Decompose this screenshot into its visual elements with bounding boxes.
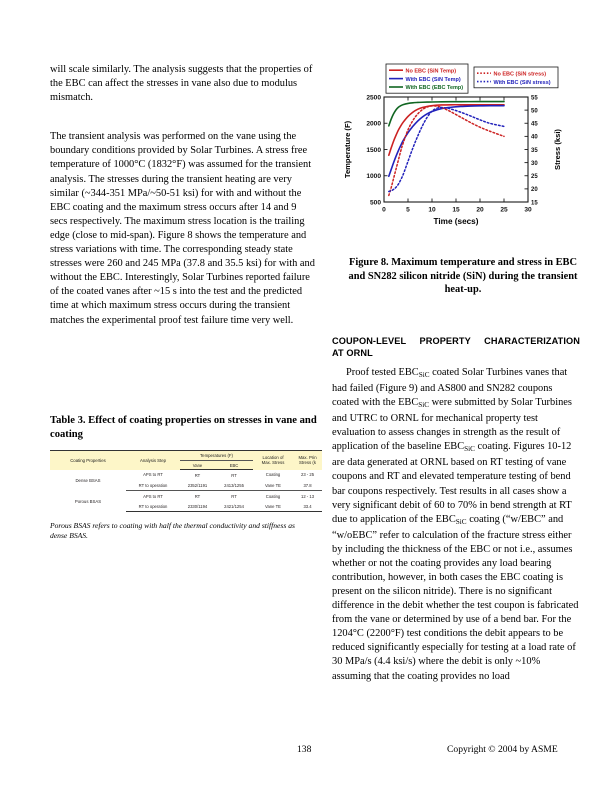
cell-vane-temp: 2330/1194 <box>180 501 215 512</box>
cell-vane-temp: RT <box>180 491 215 502</box>
cell-stress: 12 - 13 <box>293 491 322 502</box>
svg-text:55: 55 <box>531 95 538 102</box>
svg-text:2500: 2500 <box>366 94 381 102</box>
svg-text:2000: 2000 <box>366 120 381 128</box>
svg-text:0: 0 <box>382 206 386 214</box>
svg-text:1500: 1500 <box>366 146 381 154</box>
svg-text:With EBC (SiN Temp): With EBC (SiN Temp) <box>405 76 461 83</box>
svg-text:Stress (ksi): Stress (ksi) <box>553 129 562 170</box>
copyright-notice: Copyright © 2004 by ASME <box>447 744 558 755</box>
right-text-column <box>332 335 580 697</box>
header-location-line1: Location of <box>262 455 284 461</box>
cell-stress: 33.4 <box>293 501 322 512</box>
header-ebc: EBC <box>215 461 253 470</box>
svg-text:Time (secs): Time (secs) <box>433 217 479 226</box>
header-max-principal-stress <box>293 451 322 470</box>
subscript-sic: SiC <box>455 517 467 526</box>
header-coating-properties: Coating Properties <box>50 451 126 470</box>
svg-text:With EBC (EBC Temp): With EBC (EBC Temp) <box>405 85 464 92</box>
cell-step: APS to RT <box>126 470 180 481</box>
cell-vane-temp: RT <box>180 470 215 481</box>
paragraph-continuation: will scale similarly. The analysis suggests that the properties of the EBC can affect the stresses in vane also due to modulus mismatch. <box>50 64 313 104</box>
header-stress-line2: Stress (k <box>299 460 316 466</box>
svg-text:With EBC (SiN stress): With EBC (SiN stress) <box>493 79 551 86</box>
svg-text:10: 10 <box>428 206 436 214</box>
header-temperatures-group: Temperatures (F) <box>180 451 253 461</box>
svg-text:5: 5 <box>406 206 410 214</box>
cell-step: RT to operation <box>126 480 180 491</box>
table-row <box>50 491 322 502</box>
table-3-block <box>50 414 322 541</box>
cell-ebc-temp: 2413/1255 <box>215 480 253 491</box>
table-3 <box>50 450 322 512</box>
page-footer <box>0 744 612 760</box>
svg-text:30: 30 <box>524 206 532 214</box>
cell-step: RT to operation <box>126 501 180 512</box>
cell-stress: 37.8 <box>293 480 322 491</box>
svg-text:20: 20 <box>531 187 538 194</box>
cell-location: Vane TE <box>253 501 293 512</box>
header-analysis-step: Analysis Step <box>126 451 180 470</box>
svg-text:15: 15 <box>452 206 460 214</box>
paragraph-coupon-characterization: Proof tested $EBC_{SiC}$ coated Solar Turbines vanes that had failed (Figure 9) and AS800 and SN282 coupons coated with the $EBC_{SiC}$ were submitted by Solar Turbines and UTRC to ORNL for mechanical property test evaluation to assess changes in strength as the result of application of the baseline $EBC_{SiC}$ coating. Figures 10-12 are data generated at ORNL based on RT testing of vane coupons and RT and elevated temperature testing of bend bar coupons respectively. Test results in all cases show a very significant debit of 60 to 70% in bend strength at RT due to application of the $EBC_{SiC}$ coating (“w/EBC” and “w/oEBC” refer to calculation of the fracture stress either by including the thickness of the EBC or not i.e., assumes whether or not the coating provides any load bearing contribution, however, in both cases the EBC coating is present on the silicon nitride). There is no significant difference in the debit whether the test coupon is fabricated from the vane or determined by use of a bend bar. For the 1204°C (2200°F) test conditions the debit appears to be reduced significantly especially for testing at a load rate of 30 MPa/s (4.4 ksi/s) where the debit is only ~10% assuming that the coating provides no load <box>332 367 579 682</box>
cell-location: Coating <box>253 470 293 481</box>
svg-text:25: 25 <box>531 174 538 181</box>
table-header-row-top <box>50 451 322 461</box>
svg-text:45: 45 <box>531 121 538 128</box>
header-location-line2: Max. Stress <box>261 460 285 466</box>
table-row <box>50 470 322 481</box>
cell-stress: 23 - 25 <box>293 470 322 481</box>
subscript-sic: SiC <box>464 445 475 454</box>
transient-heatup-chart <box>332 60 582 245</box>
svg-text:No EBC (SiN Temp): No EBC (SiN Temp) <box>405 68 457 75</box>
table-caption: Table 3. Effect of coating properties on stresses in vane and coating <box>50 415 317 440</box>
section-heading-line2: AT ORNL <box>332 348 373 359</box>
svg-text:1000: 1000 <box>366 173 381 181</box>
svg-text:50: 50 <box>531 108 538 115</box>
svg-text:15: 15 <box>531 200 538 207</box>
subscript-sic: SiC <box>418 401 430 410</box>
cell-vane-temp: 2352/1191 <box>180 480 215 491</box>
svg-text:35: 35 <box>531 147 538 154</box>
svg-text:40: 40 <box>531 134 538 141</box>
cell-step: APS to RT <box>126 491 180 502</box>
left-text-column <box>50 63 315 341</box>
section-heading-line1: COUPON-LEVEL PROPERTY CHARACTERIZATION <box>332 336 580 346</box>
section-heading <box>332 335 580 359</box>
cell-coating-porous: Porous BSAS <box>50 491 126 512</box>
svg-text:25: 25 <box>500 206 508 214</box>
header-stress-line1: Max. Prin <box>298 455 317 461</box>
svg-text:500: 500 <box>369 199 381 207</box>
chart-series <box>389 107 504 191</box>
subscript-sic: SiC <box>418 371 430 380</box>
svg-text:No EBC (SiN stress): No EBC (SiN stress) <box>493 71 547 78</box>
header-vane: Vane <box>180 461 215 470</box>
cell-ebc-temp: RT <box>215 491 253 502</box>
cell-coating-dense: Dense BSAS <box>50 470 126 491</box>
paragraph-transient-analysis: The transient analysis was performed on the vane using the boundary conditions provided by Solar Turbines. A stress free temperature of 1000°C (1832°F) was assumed for the transient analysis. The stresses during the transient heating are very similar (~344-351 MPa/~50-51 ksi) for with and without the EBC coating and the maximum stress occurs after 14 and 9 secs respectively. The maximum stress location is the trailing edge (close to mid-span). Figure 8 shows the temperature and stress variations with time. The corresponding steady state stresses were 260 and 245 MPa (37.8 and 35.5 ksi) for with and without the EBC. Interestingly, Solar Turbines reported failure of the coated vanes after ~15 s into the test and the predicted time at which maximum stress occurs during the transient matches the experimental proof test failure time very well. <box>50 131 315 326</box>
figure-8-caption: Figure 8. Maximum temperature and stress in EBC and SN282 silicon nitride (SiN) during the transient heat-up. <box>348 257 578 296</box>
cell-location: Coating <box>253 491 293 502</box>
cell-location: Vane TE <box>253 480 293 491</box>
figure-8-chart <box>332 60 582 245</box>
table-footnote: Porous BSAS refers to coating with half the thermal conductivity and stiffness as dense BSAS. <box>50 521 295 541</box>
svg-text:30: 30 <box>531 160 538 167</box>
cell-ebc-temp: RT <box>215 470 253 481</box>
header-location-max-stress <box>253 451 293 470</box>
svg-text:Temperature (F): Temperature (F) <box>343 120 352 179</box>
page-number: 138 <box>297 744 312 755</box>
svg-text:20: 20 <box>476 206 484 214</box>
cell-ebc-temp: 2421/1254 <box>215 501 253 512</box>
